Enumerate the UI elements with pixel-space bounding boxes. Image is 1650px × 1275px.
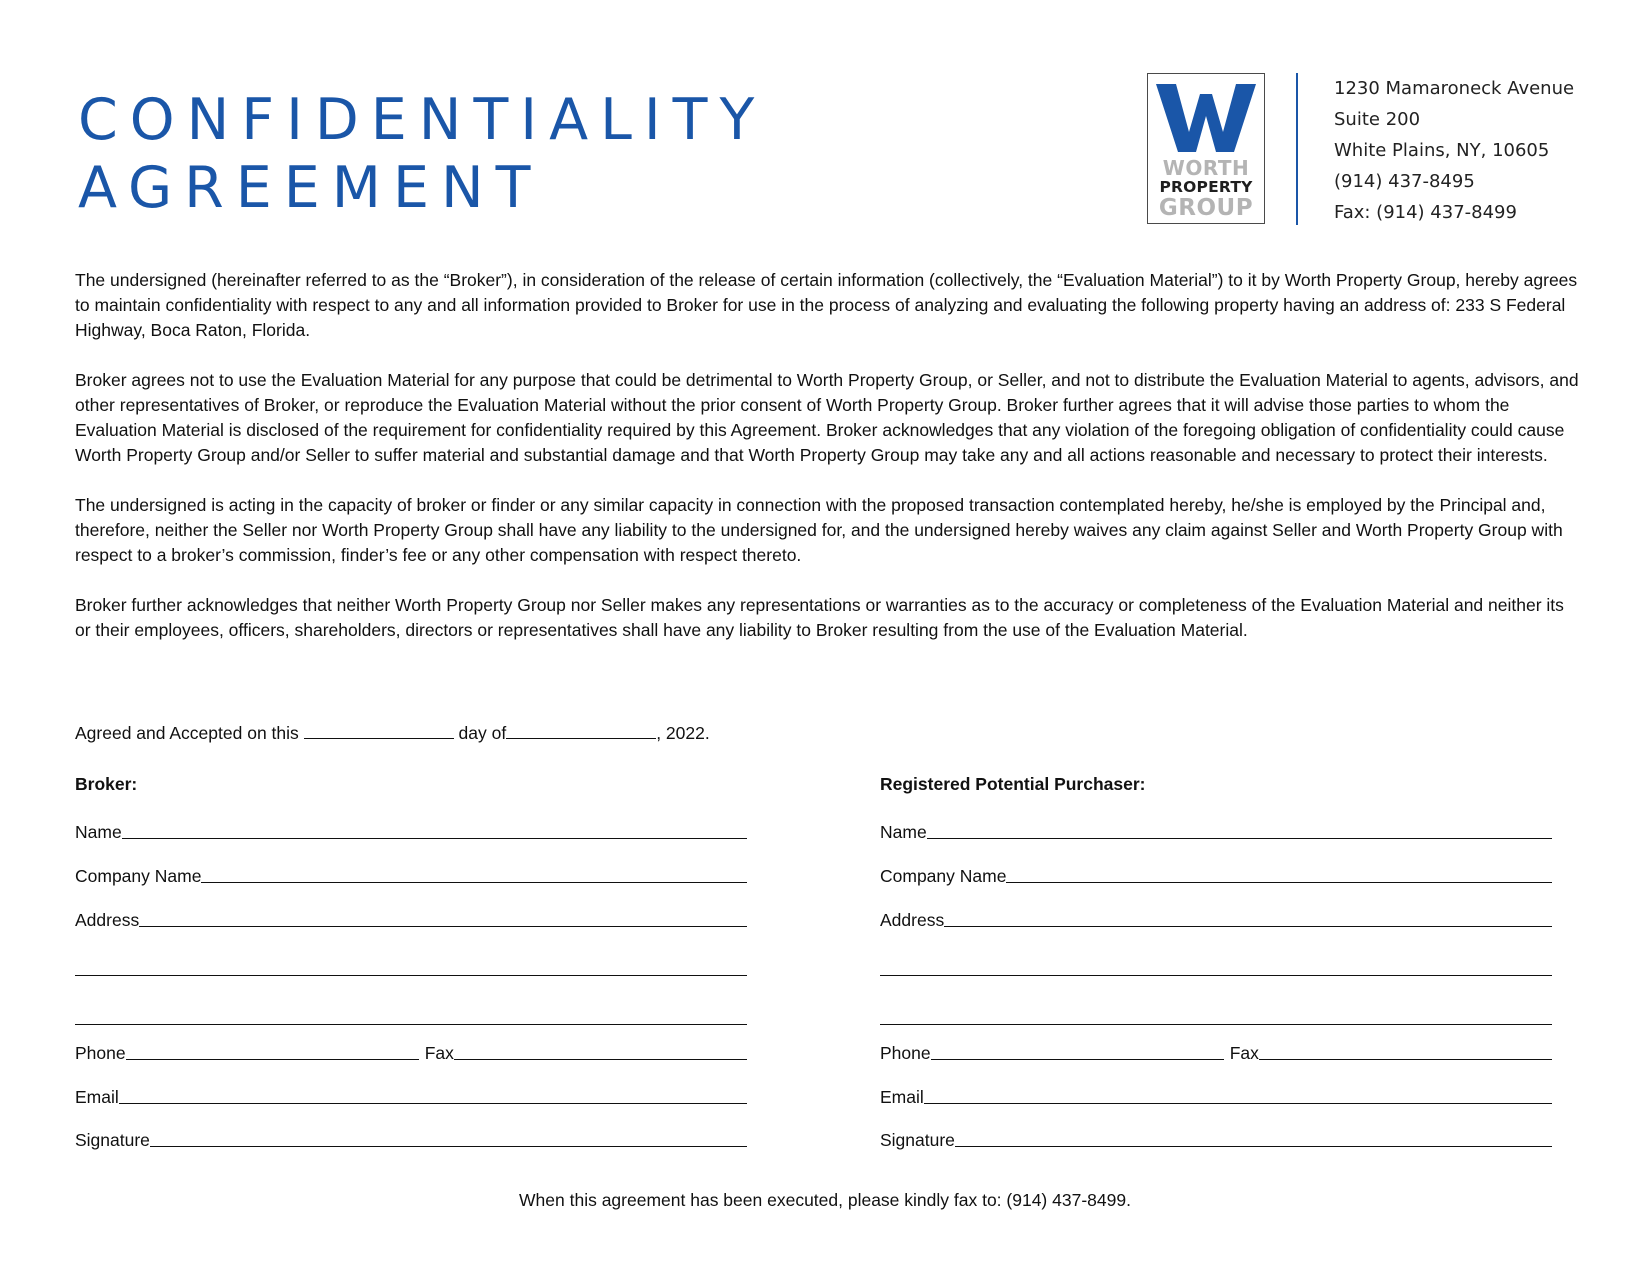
month-blank[interactable] [506, 720, 656, 739]
purchaser-company-label: Company Name [880, 866, 1007, 886]
acceptance-middle: day of [453, 723, 507, 743]
broker-signature-line[interactable] [150, 1128, 747, 1147]
paragraph-2: Broker agrees not to use the Evaluation Material for any purpose that could be detrimental to Worth Property Group, or Seller, and not to distribute the Evaluation Material to agents, advisors, and other representatives of Broker, or reproduce the Evaluation Material without the prior consent of Worth Property Group. Broker further agrees that it will advise those parties to whom the Evaluation Material is disclosed of the requirement for confidentiality required by this Agreement. Broker acknowledges that any violation of the foregoing obligation of confidentiality could cause Worth Property Group and/or Seller to suffer material and substantial damage and that Worth Property Group may take any and all actions reasonable and necessary to protect their interests. [75, 370, 1579, 465]
purchaser-email-line[interactable] [924, 1085, 1552, 1104]
broker-address-line-2[interactable] [75, 954, 747, 980]
purchaser-signature-line[interactable] [955, 1128, 1552, 1147]
broker-phone-label: Phone [75, 1043, 126, 1063]
acceptance-line [75, 720, 710, 744]
broker-company-label: Company Name [75, 866, 202, 886]
contact-fax: Fax: (914) 437-8499 [1334, 202, 1517, 223]
paragraph-3: The undersigned is acting in the capacity of broker or finder or any similar capacity in connection with the proposed transaction contemplated hereby, he/she is employed by the Principal and, therefore, neither the Seller nor Worth Property Group shall have any liability to the undersigned for, and the undersigned hereby waives any claim against Seller and Worth Property Group with respect to a broker’s commission, finder’s fee or any other compensation with respect thereto. [75, 495, 1563, 565]
broker-name-line[interactable] [122, 820, 747, 839]
acceptance-suffix: , 2022. [656, 723, 710, 743]
purchaser-address-label: Address [880, 910, 945, 930]
purchaser-name-label: Name [880, 822, 927, 842]
purchaser-heading: Registered Potential Purchaser: [880, 774, 1146, 794]
purchaser-fax-line[interactable] [1259, 1041, 1552, 1060]
broker-name-label: Name [75, 822, 122, 842]
header-divider [1296, 73, 1298, 225]
day-blank[interactable] [304, 720, 454, 739]
document-title [78, 86, 766, 222]
broker-email-label: Email [75, 1087, 119, 1107]
title-line-1: CONFIDENTIALITY [78, 87, 767, 153]
broker-address-line-3-rule[interactable] [75, 1006, 747, 1025]
broker-email-line[interactable] [119, 1085, 747, 1104]
broker-signature-label: Signature [75, 1130, 150, 1150]
contact-street: 1230 Mamaroneck Avenue [1334, 78, 1575, 99]
purchaser-address-line-3[interactable] [880, 1003, 1552, 1029]
broker-signature-field[interactable] [75, 1125, 747, 1151]
contact-phone: (914) 437-8495 [1334, 171, 1475, 192]
broker-company-line[interactable] [201, 864, 747, 883]
contact-city: White Plains, NY, 10605 [1334, 140, 1550, 161]
broker-phone-line[interactable] [126, 1041, 419, 1060]
purchaser-name-line[interactable] [927, 820, 1552, 839]
broker-fax-line[interactable] [454, 1041, 747, 1060]
paragraph-1: The undersigned (hereinafter referred to as the “Broker”), in consideration of the release of certain information (collectively, the “Evaluation Material”) to it by Worth Property Group, hereby agrees to maintain confidentiality with respect to any and all information provided to Broker for use in the process of analyzing and evaluating the following property having an address of: 233 S Federal Highway, Boca Raton, Florida. [75, 270, 1578, 340]
broker-address-label: Address [75, 910, 140, 930]
contact-block [1334, 73, 1574, 228]
purchaser-company-field[interactable] [880, 861, 1552, 887]
title-line-2: AGREEMENT [78, 155, 543, 221]
purchaser-phone-label: Phone [880, 1043, 931, 1063]
company-logo [1147, 73, 1265, 224]
broker-company-field[interactable] [75, 861, 747, 887]
broker-heading: Broker: [75, 774, 138, 794]
footer-note: When this agreement has been executed, please kindly fax to: (914) 437-8499. [519, 1190, 1131, 1210]
purchaser-address-line-2-rule[interactable] [880, 957, 1552, 976]
purchaser-fax-label: Fax [1229, 1043, 1259, 1063]
acceptance-prefix: Agreed and Accepted on this [75, 723, 304, 743]
w-logo-mark-icon [1156, 80, 1256, 154]
purchaser-email-label: Email [880, 1087, 924, 1107]
logo-word-property: PROPERTY [1159, 178, 1253, 196]
purchaser-phone-fax-field[interactable] [880, 1038, 1552, 1064]
agreement-body [75, 268, 1581, 668]
purchaser-name-field[interactable] [880, 817, 1552, 843]
paragraph-4: Broker further acknowledges that neither Worth Property Group nor Seller makes any representations or warranties as to the accuracy or completeness of the Evaluation Material and neither its or their employees, officers, shareholders, directors or representatives shall have any liability to Broker resulting from the use of the Evaluation Material. [75, 595, 1564, 640]
broker-phone-fax-field[interactable] [75, 1038, 747, 1064]
purchaser-signature-label: Signature [880, 1130, 955, 1150]
broker-address-line-2-rule[interactable] [75, 957, 747, 976]
purchaser-phone-line[interactable] [931, 1041, 1224, 1060]
contact-suite: Suite 200 [1334, 109, 1421, 130]
purchaser-address-line-3-rule[interactable] [880, 1006, 1552, 1025]
purchaser-address-field[interactable] [880, 905, 1552, 931]
broker-name-field[interactable] [75, 817, 747, 843]
purchaser-address-line[interactable] [944, 908, 1552, 927]
broker-fax-label: Fax [424, 1043, 454, 1063]
broker-email-field[interactable] [75, 1082, 747, 1108]
purchaser-address-line-2[interactable] [880, 954, 1552, 980]
logo-word-worth: WORTH [1162, 156, 1250, 180]
broker-address-line-3[interactable] [75, 1003, 747, 1029]
purchaser-signature-field[interactable] [880, 1125, 1552, 1151]
logo-word-group: GROUP [1158, 195, 1254, 221]
broker-address-line[interactable] [139, 908, 747, 927]
broker-address-field[interactable] [75, 905, 747, 931]
purchaser-email-field[interactable] [880, 1082, 1552, 1108]
purchaser-company-line[interactable] [1006, 864, 1552, 883]
